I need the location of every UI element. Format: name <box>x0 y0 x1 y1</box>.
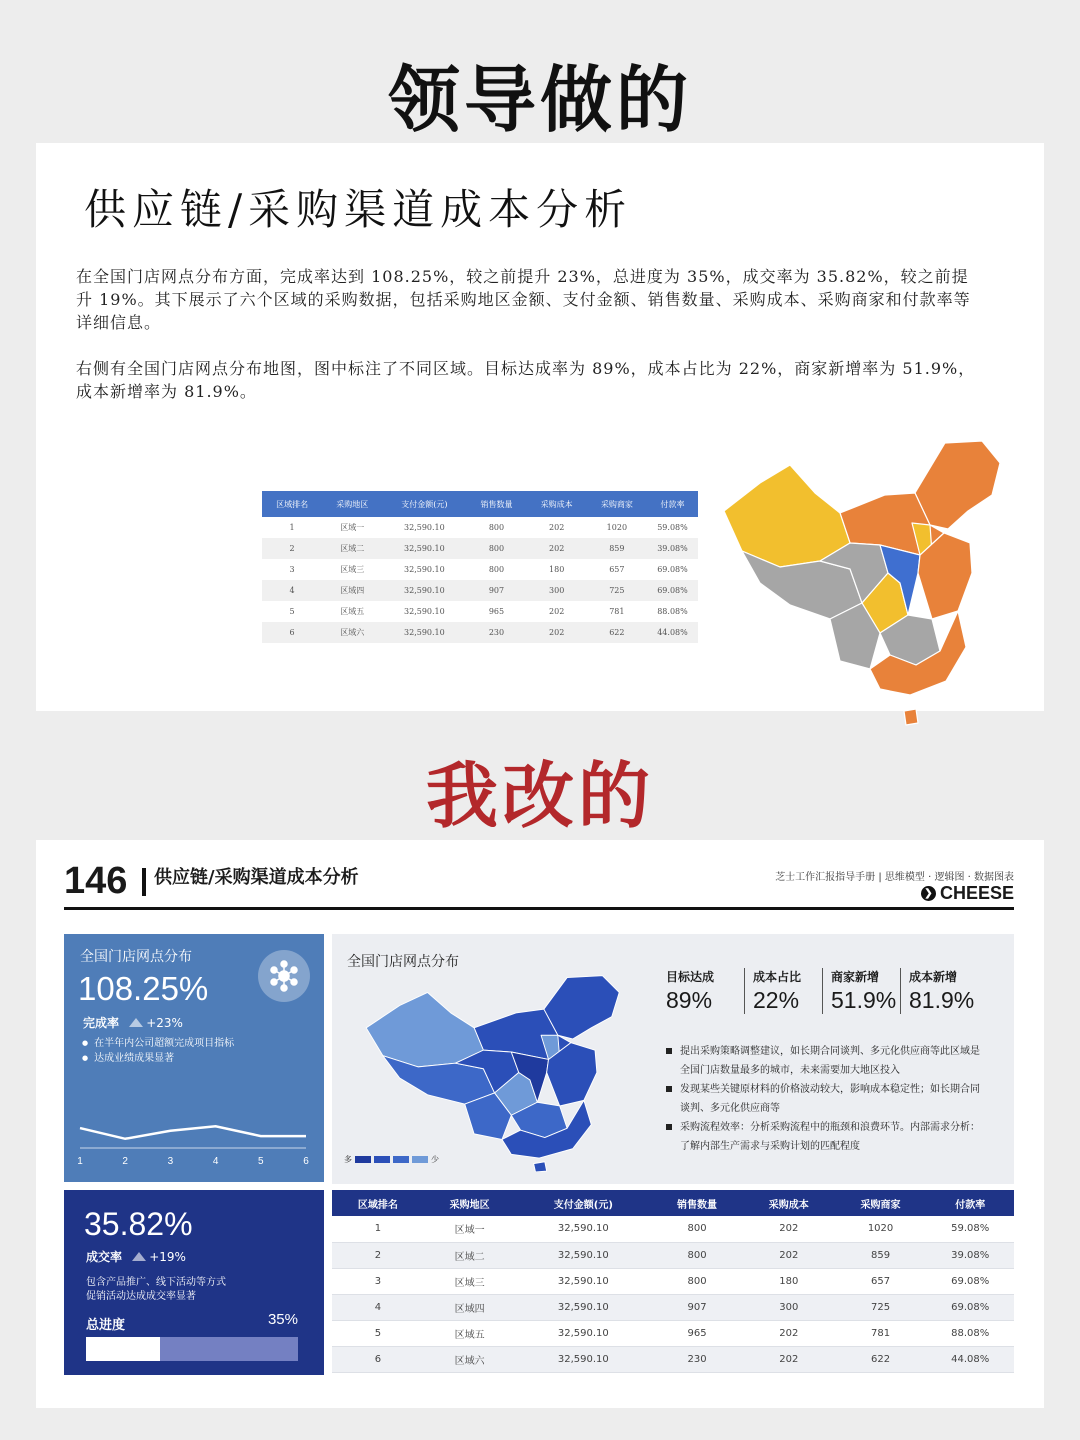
table-cell: 202 <box>549 607 565 616</box>
stat-group <box>666 968 978 1014</box>
table-cell: 1020 <box>835 1216 927 1242</box>
table-cell: 区域六 <box>424 1346 516 1372</box>
table-cell: 300 <box>743 1294 835 1320</box>
col-sales: 销售数量 <box>466 491 526 517</box>
original-slide <box>36 143 1044 711</box>
table-cell: 781 <box>609 607 625 616</box>
table-cell: 3 <box>332 1268 424 1294</box>
original-title: 供应链/采购渠道成本分析 <box>84 185 633 234</box>
kpi-value: 108.25% <box>78 970 209 1007</box>
col-cost: 采购成本 <box>743 1190 835 1216</box>
table-row <box>262 559 698 580</box>
network-icon <box>258 950 310 1002</box>
redesigned-slide <box>36 840 1044 1408</box>
table-row <box>262 517 698 538</box>
kpi-bullets <box>82 1034 234 1064</box>
stat-label: 成本占比 <box>753 970 802 984</box>
delta-value: +19% <box>149 1250 186 1264</box>
legend-swatch <box>412 1156 428 1163</box>
list-item: ● 达成业绩成果显著 <box>82 1049 234 1064</box>
stat-cost-share <box>744 968 822 1014</box>
up-arrow-icon <box>132 1252 146 1261</box>
table-cell: 180 <box>549 565 565 574</box>
table-cell: 725 <box>835 1294 927 1320</box>
table-cell: 800 <box>488 523 505 532</box>
progress-track <box>86 1337 298 1361</box>
x-tick-label: 5 <box>258 1156 264 1167</box>
brand-tagline: 芝士工作汇报指导手册 | 思维模型 · 逻辑图 · 数据图表 <box>775 872 1014 883</box>
table-cell: 907 <box>466 580 526 601</box>
bottom-heading: 我改的 <box>425 754 654 838</box>
title-divider <box>142 868 146 896</box>
table-row <box>332 1242 1014 1268</box>
col-cost: 采购成本 <box>527 491 587 517</box>
table-cell: 88.08% <box>926 1320 1014 1346</box>
progress-value: 35% <box>267 1311 298 1328</box>
store-distribution-panel <box>332 934 1014 1184</box>
table-row <box>262 538 698 559</box>
map-region-hainan <box>904 709 918 725</box>
table-cell: 622 <box>587 622 647 643</box>
legend-swatch <box>393 1156 409 1163</box>
table-cell: 800 <box>651 1242 743 1268</box>
completion-kpi-card <box>64 934 324 1182</box>
table-cell: 39.08% <box>647 538 698 559</box>
table-row <box>262 622 698 643</box>
stat-new-cost <box>900 968 978 1014</box>
x-tick-label: 2 <box>122 1156 128 1167</box>
table-cell: 859 <box>587 538 647 559</box>
table-cell: 区域二 <box>322 538 382 559</box>
table-cell: 800 <box>651 1216 743 1242</box>
brand-name: CHEESE <box>939 883 1014 903</box>
table-cell: 230 <box>651 1346 743 1372</box>
top-heading: 领导做的 <box>387 58 692 142</box>
stat-label: 成本新增 <box>909 970 958 984</box>
col-payment: 支付金额(元) <box>516 1190 652 1216</box>
table-cell: 69.08% <box>926 1268 1014 1294</box>
table-cell: 区域六 <box>322 622 382 643</box>
table-cell: 800 <box>466 538 526 559</box>
progress-fill <box>86 1337 160 1361</box>
col-pay-rate: 付款率 <box>647 491 698 517</box>
table-cell: 202 <box>527 622 587 643</box>
table-cell: 32,590.10 <box>516 1268 652 1294</box>
table-cell: 69.08% <box>647 580 698 601</box>
table-cell: 725 <box>587 580 647 601</box>
analysis-notes <box>666 1042 982 1156</box>
table-cell: 202 <box>743 1242 835 1268</box>
conversion-label: 成交率 <box>86 1250 123 1264</box>
table-cell: 区域五 <box>424 1320 516 1346</box>
stat-value: 51.9% <box>831 987 897 1013</box>
stat-label: 商家新增 <box>831 970 880 984</box>
col-pay-rate: 付款率 <box>926 1190 1014 1216</box>
table-cell: 32,590.10 <box>404 565 445 574</box>
table-cell: 区域二 <box>424 1242 516 1268</box>
table-cell: 6 <box>332 1346 424 1372</box>
table-cell: 32,590.10 <box>382 622 466 643</box>
table-cell: 32,590.10 <box>516 1346 652 1372</box>
col-region: 采购地区 <box>424 1190 516 1216</box>
col-region: 采购地区 <box>322 491 382 517</box>
table-cell: 区域四 <box>322 580 382 601</box>
table-cell: 区域三 <box>424 1268 516 1294</box>
table-cell: 32,590.10 <box>516 1294 652 1320</box>
table-row <box>332 1294 1014 1320</box>
region-data-table <box>332 1190 1014 1373</box>
table-cell: 6 <box>262 622 322 643</box>
table-row <box>332 1320 1014 1346</box>
table-cell: 32,590.10 <box>404 523 445 532</box>
table-cell: 39.08% <box>926 1242 1014 1268</box>
table-cell: 2 <box>332 1242 424 1268</box>
map-legend <box>344 1154 439 1165</box>
up-arrow-icon <box>129 1018 143 1027</box>
list-item: 发现某些关键原材料的价格波动较大，影响成本稳定性；如长期合同谈判、多元化供应商等 <box>666 1080 982 1118</box>
x-tick-label: 4 <box>212 1156 219 1167</box>
table-cell: 32,590.10 <box>382 580 466 601</box>
x-tick-label: 3 <box>167 1156 174 1167</box>
x-tick-label: 6 <box>303 1156 309 1167</box>
completion-label: 完成率 <box>83 1016 120 1030</box>
china-map <box>362 972 642 1172</box>
table-cell: 202 <box>743 1320 835 1346</box>
table-cell: 59.08% <box>926 1216 1014 1242</box>
original-paragraph-2: 右侧有全国门店网点分布地图，图中标注了不同区域。目标达成率为 89%，成本占比为 22%，商家新增率为 51.9%，成本新增率为 81.9%。 <box>76 359 976 401</box>
table-cell: 5 <box>289 607 295 616</box>
table-cell: 区域一 <box>424 1216 516 1242</box>
table-row <box>332 1346 1014 1372</box>
table-cell: 32,590.10 <box>516 1242 652 1268</box>
stat-value: 81.9% <box>909 987 975 1013</box>
kpi-value: 35.82% <box>84 1206 193 1242</box>
table-cell: 965 <box>651 1320 743 1346</box>
table-cell: 区域五 <box>340 607 365 616</box>
conversion-delta <box>132 1250 186 1264</box>
table-cell: 622 <box>835 1346 927 1372</box>
kpi-description <box>86 1276 306 1304</box>
table-cell: 区域三 <box>340 565 365 574</box>
kpi-sub-label <box>86 1248 186 1265</box>
table-cell: 5 <box>332 1320 424 1346</box>
col-sales: 销售数量 <box>651 1190 743 1216</box>
trend-line-chart <box>74 1080 314 1170</box>
table-cell: 3 <box>289 565 295 574</box>
col-merchants: 采购商家 <box>587 491 647 517</box>
table-cell: 44.08% <box>647 622 698 643</box>
page-number: 146 <box>64 860 128 902</box>
table-cell: 781 <box>835 1320 927 1346</box>
original-data-table <box>262 491 698 643</box>
table-row <box>262 580 698 601</box>
table-cell: 32,590.10 <box>516 1216 652 1242</box>
table-cell: 32,590.10 <box>382 538 466 559</box>
table-header-row <box>262 491 698 517</box>
slide-title: 供应链/采购渠道成本分析 <box>154 867 359 888</box>
completion-delta <box>129 1016 183 1030</box>
legend-low-label: 少 <box>431 1155 439 1164</box>
map-title: 全国门店网点分布 <box>347 954 459 970</box>
table-cell: 800 <box>488 565 505 574</box>
table-cell: 907 <box>651 1294 743 1320</box>
table-cell: 区域一 <box>340 523 365 532</box>
conversion-kpi-card <box>64 1190 324 1375</box>
map-region-northeast <box>915 441 1000 529</box>
map-region-hainan <box>534 1162 547 1172</box>
stat-target <box>666 968 744 1014</box>
stat-label: 目标达成 <box>666 970 715 984</box>
table-cell: 4 <box>332 1294 424 1320</box>
table-cell: 657 <box>835 1268 927 1294</box>
table-row <box>262 601 698 622</box>
description-line: 促销活动达成成交率显著 <box>86 1291 196 1302</box>
kpi-label: 全国门店网点分布 <box>80 949 192 965</box>
table-cell: 区域四 <box>424 1294 516 1320</box>
table-cell: 202 <box>743 1216 835 1242</box>
list-item: ● 在半年内公司超额完成项目指标 <box>82 1034 234 1049</box>
table-header-row <box>332 1190 1014 1216</box>
table-cell: 88.08% <box>657 607 688 616</box>
col-payment: 支付金额(元) <box>382 491 466 517</box>
table-cell: 202 <box>549 523 565 532</box>
original-paragraph-1: 在全国门店网点分布方面，完成率达到 108.25%，较之前提升 23%，总进度为 35%，成交率为 35.82%，较之前提升 19%。其下展示了六个区域的采购数据，包括采购地区金额、支付金额、销售数量、采购成本、采购商家和付款率等详细信息。 <box>76 267 971 332</box>
table-cell: 180 <box>743 1268 835 1294</box>
table-cell: 69.08% <box>657 565 688 574</box>
legend-swatch <box>355 1156 371 1163</box>
description-line: 包含产品推广、线下活动等方式 <box>86 1277 226 1288</box>
table-cell: 4 <box>262 580 322 601</box>
col-merchants: 采购商家 <box>835 1190 927 1216</box>
table-cell: 859 <box>835 1242 927 1268</box>
legend-swatch <box>374 1156 390 1163</box>
list-item: 提出采购策略调整建议，如长期合同谈判、多元化供应商等此区域是全国门店数量最多的城市，未来需要加大地区投入 <box>666 1042 982 1080</box>
table-cell: 300 <box>527 580 587 601</box>
col-rank: 区域排名 <box>262 491 322 517</box>
header-rule <box>64 907 1014 910</box>
table-cell: 59.08% <box>657 523 688 532</box>
table-row <box>332 1268 1014 1294</box>
list-item: 采购流程效率：分析采购流程中的瓶颈和浪费环节。内部需求分析：了解内部生产需求与采购计划的匹配程度 <box>666 1118 982 1156</box>
table-cell: 1 <box>332 1216 424 1242</box>
table-cell: 44.08% <box>926 1346 1014 1372</box>
progress-label: 总进度 <box>86 1318 126 1333</box>
brand-arrow-icon: ❯ <box>921 886 936 901</box>
col-rank: 区域排名 <box>332 1190 424 1216</box>
x-tick-label: 1 <box>77 1156 83 1167</box>
table-cell: 32,590.10 <box>516 1320 652 1346</box>
table-cell: 965 <box>488 607 505 616</box>
table-cell: 1 <box>289 523 295 532</box>
table-cell: 230 <box>466 622 526 643</box>
table-cell: 69.08% <box>926 1294 1014 1320</box>
kpi-sub-label <box>83 1014 183 1031</box>
stat-value: 89% <box>666 987 713 1013</box>
legend-high-label: 多 <box>344 1155 352 1164</box>
table-cell: 202 <box>527 538 587 559</box>
table-cell: 32,590.10 <box>404 607 445 616</box>
table-cell: 2 <box>262 538 322 559</box>
table-cell: 800 <box>651 1268 743 1294</box>
table-cell: 657 <box>609 565 625 574</box>
stat-new-merchants <box>822 968 900 1014</box>
table-row <box>332 1216 1014 1242</box>
stat-value: 22% <box>753 987 800 1013</box>
brand-logo <box>921 883 1014 904</box>
table-cell: 202 <box>743 1346 835 1372</box>
table-cell: 1020 <box>606 523 628 532</box>
delta-value: +23% <box>146 1016 183 1030</box>
series-line <box>80 1126 306 1139</box>
